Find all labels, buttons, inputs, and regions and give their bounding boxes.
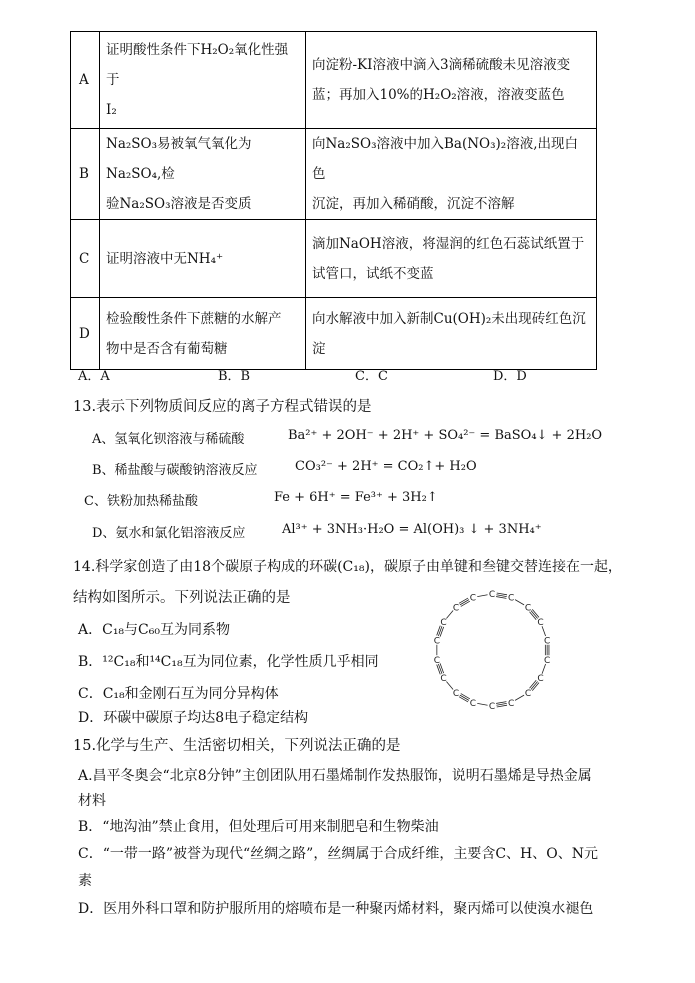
carbon-atom-label: C	[508, 593, 515, 604]
experiment-purpose: 证明溶液中无NH₄⁺	[100, 220, 306, 298]
q13-option-b-label: B、稀盐酸与碳酸钠溶液反应	[92, 463, 258, 478]
carbon-atom-label: C	[488, 590, 496, 601]
carbon-atom-label: C	[544, 655, 551, 666]
carbon-atom-label: C	[508, 698, 515, 709]
q15-stem: 15.化学与生产、生活密切相关，下列说法正确的是	[73, 738, 401, 754]
experiment-purpose: Na₂SO₃易被氧气氧化为Na₂SO₄,检 验Na₂SO₃溶液是否变质	[100, 129, 306, 220]
q12-option-a: A．A	[78, 369, 110, 384]
single-bond	[515, 600, 524, 605]
row-letter: B	[71, 129, 100, 220]
q12-option-d: D．D	[493, 369, 527, 384]
carbon-atom-label: C	[544, 636, 551, 647]
single-bond	[477, 595, 487, 597]
carbon-atom-label: C	[440, 618, 447, 629]
row-letter: C	[71, 220, 100, 298]
q14-option-b: B．¹²C₁₈和¹⁴C₁₈互为同位素，化学性质几乎相同	[78, 654, 379, 670]
row-letter: D	[71, 298, 100, 370]
experiment-method: 向水解液中加入新制Cu(OH)₂未出现砖红色沉 淀	[306, 298, 597, 370]
triple-bond	[440, 663, 444, 673]
q13-option-c-label: C、铁粉加热稀盐酸	[84, 494, 198, 509]
triple-bond	[440, 627, 444, 637]
q15-option-a-line-1: A.昌平冬奥会“北京8分钟”主创团队用石墨烯制作发热服饰，说明石墨烯是导热金属	[78, 768, 592, 784]
carbon-ring-structure	[412, 584, 572, 716]
carbon-atom-label: C	[537, 618, 544, 629]
carbon-atom-label: C	[537, 674, 544, 685]
experiment-method: 向Na₂SO₃溶液中加入Ba(NO₃)₂溶液,出现白色 沉淀，再加入稀硝酸，沉淀不溶解	[306, 129, 597, 220]
carbon-atom-label: C	[433, 655, 440, 666]
carbon-atom-label: C	[524, 689, 532, 700]
q14-stem-line-1: 14.科学家创造了由18个碳原子构成的环碳(C₁₈)，碳原子由单键和叁键交替连接在一起，	[73, 559, 622, 575]
q14-option-a: A．C₁₈与C₆₀互为同系物	[78, 622, 230, 638]
triple-bond	[496, 597, 506, 599]
experiment-table	[70, 31, 597, 370]
experiment-method: 向淀粉-KI溶液中滴入3滴稀硫酸未见溶液变 蓝；再加入10%的H₂O₂溶液，溶液变蓝色	[306, 32, 597, 129]
q15-option-c-line-2: 素	[78, 873, 92, 889]
table-row	[71, 32, 597, 129]
q15-option-a-line-2: 材料	[78, 793, 106, 809]
q13-option-d-label: D、氨水和氯化铝溶液反应	[92, 526, 246, 541]
triple-bond	[496, 595, 506, 597]
q12-option-c: C．C	[355, 369, 388, 384]
triple-bond	[497, 593, 507, 595]
q13-option-b-equation: CO₃²⁻ + 2H⁺ = CO₂↑+ H₂O	[295, 459, 477, 474]
q13-option-a-equation: Ba²⁺ + 2OH⁻ + 2H⁺ + SO₄²⁻ = BaSO₄↓ + 2H₂O	[288, 428, 603, 443]
row-letter: A	[71, 32, 100, 129]
q13-option-d-equation: Al³⁺ + 3NH₃·H₂O = Al(OH)₃ ↓ + 3NH₄⁺	[282, 522, 542, 537]
q13-option-c-equation: Fe + 6H⁺ = Fe³⁺ + 3H₂↑	[274, 490, 438, 505]
carbon-atom-label: C	[433, 636, 440, 647]
single-bond	[477, 703, 487, 705]
experiment-purpose: 检验酸性条件下蔗糖的水解产 物中是否含有葡萄糖	[100, 298, 306, 370]
carbon-atom-label: C	[440, 674, 447, 685]
experiment-purpose: 证明酸性条件下H₂O₂氧化性强于 I₂	[100, 32, 306, 129]
table-row	[71, 298, 597, 370]
q15-option-c-line-1: C．“一带一路”被誉为现代“丝绸之路”，丝绸属于合成纤维，主要含C、H、O、N元	[78, 846, 598, 862]
triple-bond	[496, 702, 506, 704]
triple-bond	[497, 705, 507, 707]
experiment-method: 滴加NaOH溶液，将湿润的红色石蕊试纸置于 试管口，试纸不变蓝	[306, 220, 597, 298]
q15-option-b: B．“地沟油”禁止食用，但处理后可用来制肥皂和生物柴油	[78, 819, 439, 835]
triple-bond	[437, 665, 441, 675]
carbon-atom-label: C	[469, 593, 476, 604]
q14-stem-line-2: 结构如图所示。下列说法正确的是	[73, 590, 291, 606]
triple-bond	[496, 703, 506, 705]
q13-option-a-label: A、氢氧化钡溶液与稀硫酸	[92, 432, 245, 447]
q14-option-d: D．环碳中碳原子均达8电子稳定结构	[78, 710, 309, 726]
single-bond	[515, 695, 524, 700]
q14-option-c: C．C₁₈和金刚石互为同分异构体	[78, 686, 279, 702]
carbon-atom-label: C	[452, 689, 460, 700]
table-row	[71, 129, 597, 220]
table-row	[71, 220, 597, 298]
q12-option-b: B．B	[218, 369, 251, 384]
carbon-atom-label: C	[524, 603, 532, 614]
carbon-atom-label: C	[469, 698, 476, 709]
q13-stem: 13.表示下列物质间反应的离子方程式错误的是	[73, 399, 372, 415]
carbon-atom-label: C	[452, 603, 460, 614]
carbon-atom-label: C	[488, 702, 496, 713]
q15-option-d: D．医用外科口罩和防护服所用的熔喷布是一种聚丙烯材料，聚丙烯可以使溴水褪色	[78, 901, 594, 917]
